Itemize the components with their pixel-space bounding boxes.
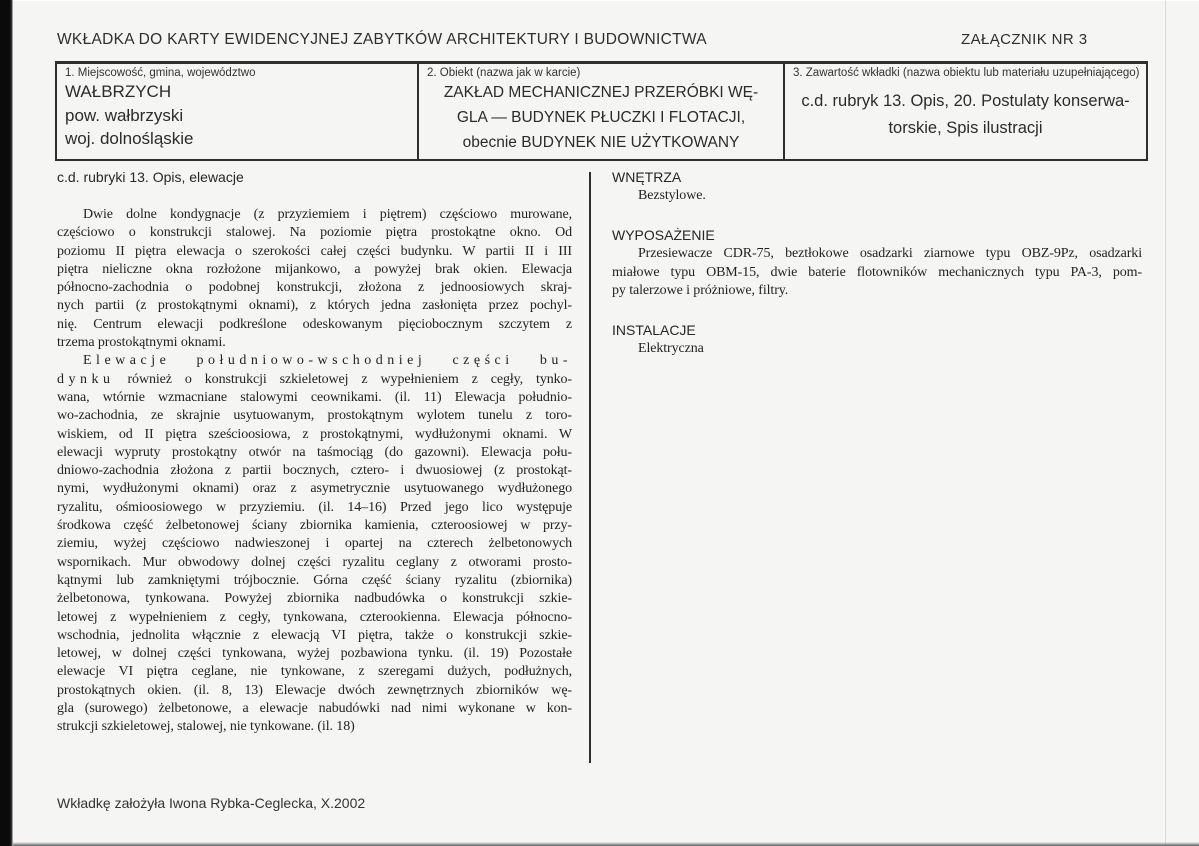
table-cell-contents bbox=[785, 64, 1146, 159]
text-line: dniowo-zachodnia złożona z partii bocznych, cztero- i dwuosiowej (z prostokąt- bbox=[57, 463, 572, 479]
text-line bbox=[57, 352, 572, 370]
text-line: WAŁBRZYCH bbox=[65, 82, 172, 101]
text-line: Bezstylowe. bbox=[638, 188, 706, 203]
footer-author-note: Wkładkę założyła Iwona Rybka-Ceglecka, X.2002 bbox=[57, 795, 366, 811]
text-line: py talerzowe i próżniowe, filtry. bbox=[612, 282, 789, 298]
text-line: poziomu II piętra elewacja o szerokości całej części budynku. W partii II i III bbox=[57, 243, 572, 259]
text-line: północno-zachodnia o podobnej konstrukcji, złożona z jednoosiowych skraj- bbox=[57, 280, 572, 296]
text-line: wschodnia, jednolita włącznie z elewacją VI piętra, także o konstrukcji szkie- bbox=[57, 627, 572, 643]
cell-label-object: 2. Obiekt (nazwa jak w karcie) bbox=[427, 67, 581, 79]
text-line: Elektryczna bbox=[638, 341, 704, 357]
letter-spaced-text: Elewacje południowo-wschodniej części bu- bbox=[83, 353, 572, 369]
text-line: ziemiu, wyżej częściowo nadwieszonej i opartej na czterech żelbetonowych bbox=[57, 536, 572, 552]
text-line: nymi, wydłużonymi oknami) oraz z asymetrycznie usytuowanego wydłużonego bbox=[57, 481, 572, 497]
text-line: pow. wałbrzyski bbox=[65, 105, 184, 125]
text-line: letowej, w dolnej części tynkowana, wyżej pozbawiona tynku. (il. 19) Pozostałe bbox=[57, 646, 572, 662]
table-cell-object bbox=[419, 64, 785, 159]
scan-edge-right bbox=[1165, 0, 1166, 846]
right-text-column bbox=[612, 169, 1142, 380]
text-line: Dwie dolne kondygnacje (z przyziemiem i piętrem) częściowo murowane, bbox=[83, 207, 572, 222]
text-line: wana, wtórnie wzmacniane stalowymi ceownikami. (il. 11) Elewacja południo- bbox=[57, 389, 572, 405]
section-text-installations bbox=[612, 340, 1142, 358]
table-cell-locality bbox=[57, 64, 419, 159]
section-text-equipment bbox=[612, 245, 1142, 300]
cell-value-object bbox=[427, 80, 775, 155]
text-line: c.d. rubryk 13. Opis, 20. Postulaty konserwa- bbox=[801, 92, 1130, 110]
paragraph-elevations-2 bbox=[57, 352, 572, 736]
text-line: wspornikach. Mur obwodowy dolnej części ryzalitu ceglany z otworami prosto- bbox=[57, 554, 572, 570]
text-line: Przesiewacze CDR-75, beztłokowe osadzarki ziarnowe typu OBZ-9Pz, osadzarki bbox=[638, 246, 1142, 262]
text-line: nię. Centrum elewacji podkreślone odeskowanym pięciobocznym szczytem z bbox=[57, 316, 572, 332]
section-heading-equipment: WYPOSAŻENIE bbox=[612, 227, 715, 244]
header-info-table bbox=[55, 61, 1148, 161]
text-line: elewacji wypruty prostokątny otwór na taśmociąg (do gazowni). Elewacja połu- bbox=[57, 444, 572, 460]
text-line: ryzalitu, ośmioosiowego w przyziemiu. (il. 14–16) Przed jego lico występuje bbox=[57, 499, 572, 515]
text-line: wiskiem, od II piętra sześcioosiowa, z prostokątnymi, wydłużonymi oknami. W bbox=[57, 426, 572, 442]
document-title: WKŁADKA DO KARTY EWIDENCYJNEJ ZABYTKÓW ARCHITEKTURY I BUDOWNICTWA bbox=[57, 31, 707, 48]
text-line: nych partii (z prostokątnymi oknami), z których jedna zasłonięta przez pochyl- bbox=[57, 298, 572, 314]
text-line: torskie, Spis ilustracji bbox=[888, 119, 1043, 137]
text-line: gla (surowego) żelbetonowe, a elewacje nabudówki nad nimi wykonane w kon- bbox=[57, 701, 572, 717]
text-line: strukcji szkieletowej, stalowej, nie tynkowane. (il. 18) bbox=[57, 719, 355, 735]
paragraph-elevations-1 bbox=[57, 206, 572, 352]
left-column-heading: c.d. rubryki 13. Opis, elewacje bbox=[57, 169, 244, 185]
text-line: letowej z wypełnieniem z cegły, tynkowana, czterookienna. Elewacja północno- bbox=[57, 609, 572, 625]
section-interiors bbox=[612, 169, 1142, 205]
text-line: żelbetonowa, tynkowana. Powyżej zbiornika nadbudówka o konstrukcji szkie- bbox=[57, 591, 572, 607]
text-line: obecnie BUDYNEK NIE UŻYTKOWANY bbox=[462, 134, 740, 151]
text-line: miałowe typu OBM-15, dwie baterie flotowników mechanicznych typu PA-3, pom- bbox=[612, 264, 1142, 280]
cell-value-locality bbox=[65, 80, 409, 151]
text-line: dynku również o konstrukcji szkieletowej z wypełnieniem z cegły, tynko- bbox=[57, 371, 572, 387]
cell-label-locality: 1. Miejscowość, gmina, województwo bbox=[65, 67, 256, 79]
text-line: prostokątnych okien. (il. 8, 13) Elewacje dwóch zewnętrznych zbiorników wę- bbox=[57, 682, 572, 698]
text-line: ZAKŁAD MECHANICZNEJ PRZERÓBKI WĘ- bbox=[443, 84, 759, 101]
text-line: kątnymi lub zamkniętymi trójbocznie. Górna część ściany ryzalitu (zbiornika) bbox=[57, 572, 572, 588]
text-line: elewacje VI piętra ceglane, nie tynkowane, z szeregami dużych, podłużnych, bbox=[57, 664, 572, 680]
attachment-number-label: ZAŁĄCZNIK NR 3 bbox=[961, 31, 1088, 48]
text-line: wo-zachodnia, ze skrajnie usytuowanym, prostokątnym wylotem tunelu z toro- bbox=[57, 408, 572, 424]
text-line: piętra nieliczne okna rozłożone mijankowo, a powyżej brak okien. Elewacja bbox=[57, 261, 572, 277]
scan-edge-bottom bbox=[13, 842, 1199, 846]
section-installations bbox=[612, 322, 1142, 358]
text-line: środkowa część żelbetonowej ściany zbiornika kamienia, czteroosiowej w przy- bbox=[57, 518, 572, 534]
text-line: częściowo o konstrukcji stalowej. Na poziomie piętra prostokątne okno. Od bbox=[57, 225, 572, 241]
cell-value-contents bbox=[793, 88, 1138, 142]
section-heading-interiors: WNĘTRZA bbox=[612, 169, 682, 185]
scan-edge-left bbox=[0, 0, 13, 846]
section-equipment bbox=[612, 227, 1142, 300]
column-divider-rule bbox=[589, 172, 591, 763]
section-text-interiors bbox=[612, 187, 1142, 205]
text-line: trzema prostokątnymi oknami. bbox=[57, 335, 226, 351]
section-heading-installations: INSTALACJE bbox=[612, 322, 696, 339]
text-line: woj. dolnośląskie bbox=[65, 129, 194, 148]
cell-label-contents: 3. Zawartość wkładki (nazwa obiektu lub materiału uzupełniającego) bbox=[793, 67, 1140, 79]
letter-spaced-text: dynku bbox=[57, 371, 115, 387]
text-line: GLA — BUDYNEK PŁUCZKI I FLOTACJI, bbox=[456, 109, 746, 126]
left-text-column bbox=[57, 169, 572, 737]
